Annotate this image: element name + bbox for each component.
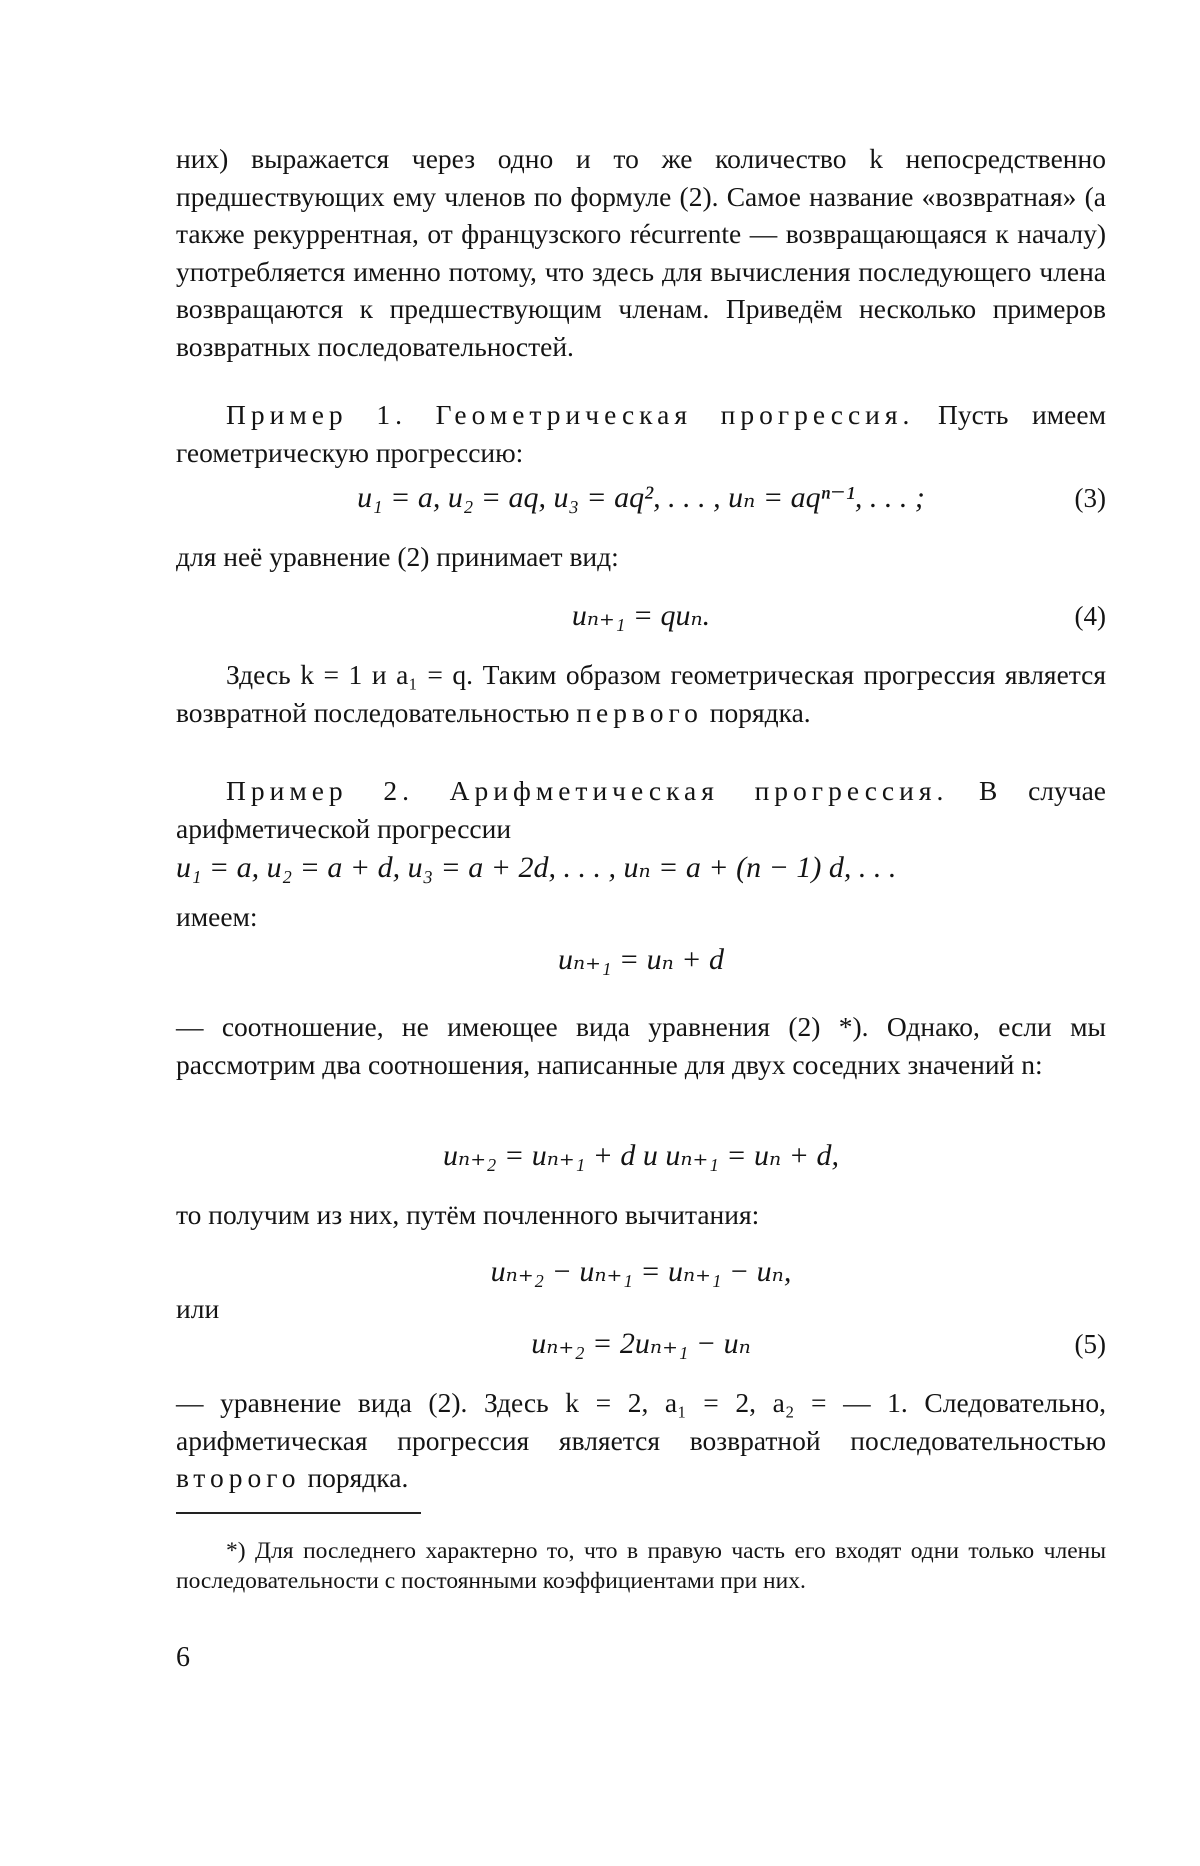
paragraph-final [176, 1384, 1106, 1497]
label-ili: или [176, 1293, 220, 1324]
equation-relation [176, 938, 1106, 982]
footnote-divider [176, 1512, 421, 1514]
paragraph-relation: — соотношение, не имеющее вида уравнения (2) *). Однако, если мы рассмотрим два соотношения, написанные для двух соседних значений n: [176, 1011, 1106, 1080]
example-2-intro: В случае арифметической прогрессии [176, 775, 1107, 844]
paragraph-subtract: то получим из них, путём почленного вычитания: [176, 1199, 760, 1230]
equation-4 [176, 594, 1106, 638]
label-imeem: имеем: [176, 901, 258, 932]
equation-5-number: (5) [1074, 1329, 1106, 1359]
equation-4-number: (4) [1074, 601, 1106, 631]
equation-3-number: (3) [1074, 483, 1106, 513]
example-1-conclusion [176, 656, 1106, 731]
equation-difference [176, 1250, 1106, 1294]
page-number: 6 [176, 1642, 190, 1673]
example-2-heading: Пример 2. Арифметическая прогрессия. [226, 775, 949, 806]
equation-5 [176, 1322, 1106, 1366]
example-1-transition: для неё уравнение (2) принимает вид: [176, 541, 619, 572]
equation-difference-formula: uₙ₊₂ − uₙ₊₁ = uₙ₊₁ − uₙ, [490, 1255, 792, 1288]
conclusion-text: Здесь k = 1 и a₁ = q. Таким образом геометрическая прогрессия является возвратной последовательностью [176, 659, 1106, 728]
equation-3-formula: u₁ = a, u₂ = aq, u₃ = aq², . . . , uₙ = aqⁿ⁻¹, . . . ; [357, 481, 925, 514]
equation-5-formula: uₙ₊₂ = 2uₙ₊₁ − uₙ [531, 1327, 751, 1360]
equation-arithmetic-formula: u₁ = a, u₂ = a + d, u₃ = a + 2d, . . . , uₙ = a + (n − 1) d, . . . [176, 851, 897, 884]
conclusion-end: порядка. [702, 696, 811, 728]
example-1-paragraph [176, 396, 1106, 471]
equation-arithmetic [176, 846, 1106, 890]
equation-3 [176, 476, 1106, 520]
example-1-intro: Пусть имеем геометрическую прогрессию: [176, 399, 1106, 468]
example-1-heading: Пример 1. Геометрическая прогрессия. [226, 399, 915, 430]
emphasis-first: первого [576, 696, 703, 728]
final-end: порядка. [300, 1462, 409, 1493]
example-2-paragraph [176, 772, 1106, 847]
emphasis-second: второго [176, 1462, 301, 1493]
footnote: *) Для последнего характерно то, что в правую часть его входят одни только члены последовательности с постоянными коэффициентами при них. [176, 1538, 1106, 1594]
equation-4-formula: uₙ₊₁ = quₙ. [571, 599, 711, 632]
final-text: — уравнение вида (2). Здесь k = 2, a₁ = 2, a₂ = — 1. Следовательно, арифметическая прогрессия является возвратной последовательностью [176, 1387, 1106, 1456]
equation-pair [176, 1134, 1106, 1178]
equation-pair-formula: uₙ₊₂ = uₙ₊₁ + d и uₙ₊₁ = uₙ + d, [443, 1139, 839, 1172]
equation-relation-formula: uₙ₊₁ = uₙ + d [557, 943, 725, 976]
paragraph-intro: них) выражается через одно и то же количество k непосредственно предшествующих ему членов по формуле (2). Самое название «возвратная» (а также рекуррентная, от французского récurrente — возвращающаяся к началу) употребляется именно потому, что здесь для вычисления последующего члена возвращаются к предшествующим членам. Приведём несколько примеров возвратных последовательностей. [176, 143, 1106, 362]
